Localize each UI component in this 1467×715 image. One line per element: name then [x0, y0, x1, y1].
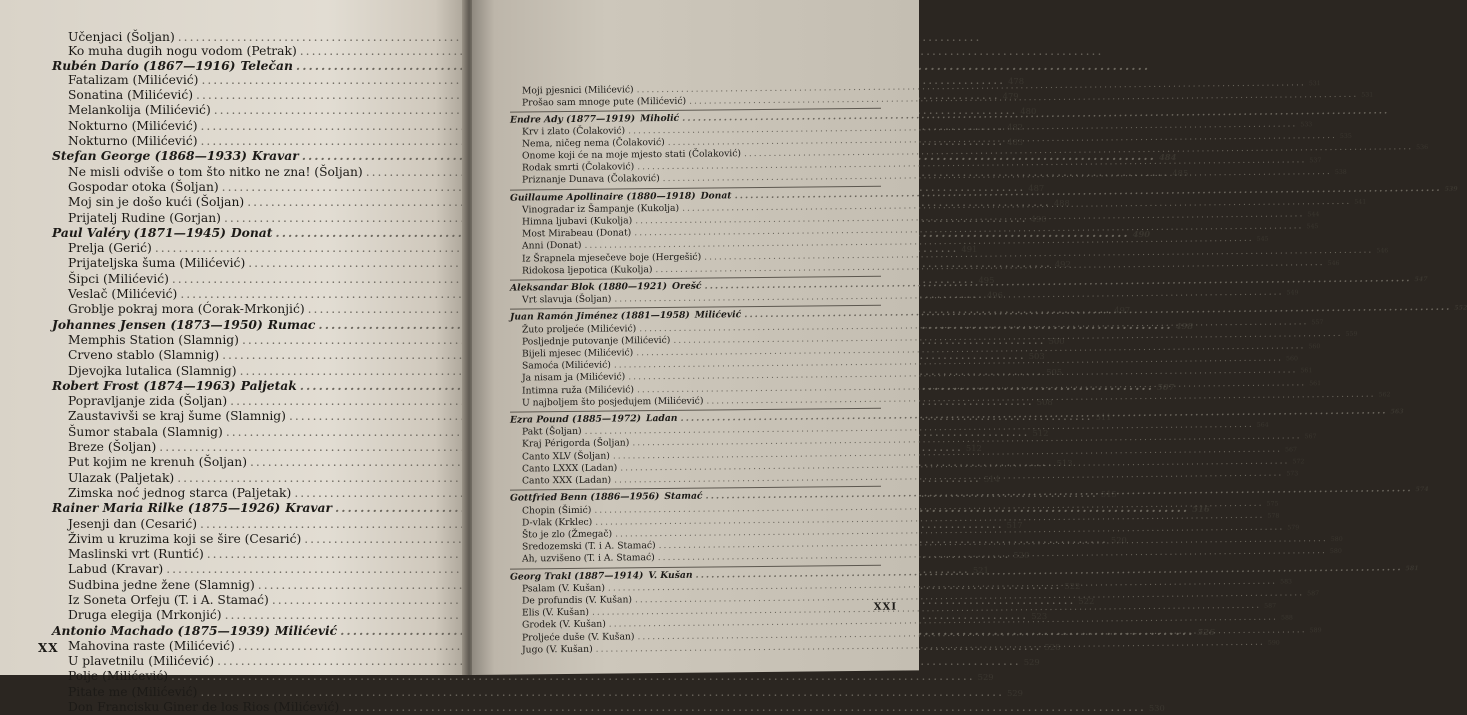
page-number: 557 — [1311, 318, 1324, 326]
page-number: 529 — [977, 672, 994, 683]
dot-leader — [339, 700, 1149, 714]
poem-title: Iz Soneta Orfeju (T. i A. Stamać) — [68, 592, 269, 607]
page-number: 507 — [1156, 381, 1175, 392]
poem-title: Proljeće duše (V. Kušan) — [522, 630, 635, 644]
page-number: 500 — [1048, 335, 1065, 346]
poem-title: Veslač (Milićević) — [68, 287, 178, 302]
section-translator: Rumac — [267, 316, 316, 332]
poem-title: Onome koji će na moje mjesto stati (Čolaković) — [522, 148, 741, 162]
page-number: 478 — [1008, 75, 1025, 86]
poem-title: Moj sin je došo kući (Šoljan) — [68, 195, 245, 210]
poem-title: Jugo (V. Kušan) — [522, 643, 593, 656]
toc-poem-entry — [52, 103, 1037, 118]
poem-title: Ja nisam ja (Milićević) — [522, 371, 626, 384]
page-number: 535 — [1339, 132, 1352, 140]
page-number: 561 — [1309, 379, 1322, 387]
page-number: 530 — [1148, 703, 1165, 714]
page-number: 567 — [1285, 446, 1297, 454]
page-number: 479 — [1002, 91, 1019, 102]
poem-title: Anni (Donat) — [522, 240, 582, 252]
poem-title: Rodak smrti (Čolaković) — [522, 161, 635, 174]
section-translator: V. Kušan — [648, 569, 693, 581]
poem-title: Nema, ničeg nema (Čolaković) — [522, 136, 665, 150]
page-number: 544 — [1307, 211, 1320, 219]
poem-title: Moji pjesnici (Milićević) — [522, 84, 634, 97]
page-number: 575 — [1266, 500, 1279, 508]
poem-title: Canto XXX (Ladan) — [522, 474, 612, 487]
poem-title: De profundis (V. Kušan) — [522, 594, 632, 607]
section-translator: Paljetak — [240, 377, 297, 393]
section-translator: Kravar — [285, 500, 332, 516]
poem-title: Što je zlo (Žmegač) — [522, 528, 613, 541]
poem-title: Prijateljska šuma (Milićević) — [68, 256, 246, 271]
author-heading: Robert Frost (1874—1963) — [52, 377, 236, 393]
page-number: 520 — [1013, 550, 1030, 561]
page-number: 503 — [1028, 351, 1045, 362]
poem-title: Psalam (V. Kušan) — [522, 582, 605, 595]
poem-title: Labud (Kravar) — [68, 562, 164, 577]
page-number: 546 — [1376, 247, 1389, 255]
poem-title: Chopin (Šimić) — [522, 504, 592, 516]
page-number: 529 — [1006, 687, 1023, 698]
page-number: 581 — [1405, 564, 1419, 572]
page-number: 564 — [1256, 421, 1269, 430]
page-number: 537 — [1309, 157, 1322, 165]
poem-title: Učenjaci (Šoljan) — [68, 30, 175, 44]
page-number: 539 — [1444, 185, 1458, 193]
page-number: 541 — [1354, 198, 1367, 206]
page-number: 526 — [1197, 626, 1215, 637]
page-number: 546 — [1327, 259, 1340, 267]
toc-poem-entry — [52, 72, 1025, 88]
author-heading: Guillaume Apollinaire (1880—1918) — [510, 190, 696, 204]
section-translator: Ladan — [646, 412, 678, 425]
author-heading: Paul Valéry (1871—1945) — [52, 224, 226, 240]
poem-title: Ko muha dugih nogu vodom (Petrak) — [68, 44, 297, 59]
poem-title: Breze (Šoljan) — [68, 440, 157, 455]
page-number: 560 — [1286, 355, 1298, 363]
poem-title: Vrt slavuja (Šoljan) — [522, 293, 612, 306]
page-number: 545 — [1256, 236, 1269, 244]
page-number: 562 — [1378, 391, 1391, 399]
poem-title: Krv i zlato (Čolaković) — [522, 125, 626, 138]
page-number: 495 — [978, 274, 995, 285]
page-number: 517 — [1006, 519, 1023, 530]
page-number: 583 — [1280, 578, 1293, 586]
poem-title: Bijeli mjesec (Milićević) — [522, 347, 634, 360]
page-number: 590 — [1267, 639, 1280, 647]
author-heading: Stefan George (1868—1933) — [52, 148, 247, 164]
page-number: 485 — [1172, 167, 1189, 178]
page-number: 490 — [1132, 228, 1151, 239]
author-heading: Aleksandar Blok (1880—1921) — [510, 281, 668, 294]
section-translator: Miholić — [640, 113, 680, 125]
poem-title: Memphis Station (Slamnig) — [68, 332, 239, 347]
left-page-folio: XX — [38, 641, 59, 655]
poem-title: Sudbina jedne žene (Slamnig) — [68, 577, 255, 592]
poem-title: Ulazak (Paljetak) — [68, 470, 175, 485]
section-translator: Milićević — [274, 622, 338, 638]
poem-title: Ah, uzvišeno (T. i A. Stamać) — [522, 552, 655, 565]
poem-title: Kraj Périgorda (Šoljan) — [522, 437, 630, 450]
page-number: 523 — [1031, 611, 1048, 622]
poem-title: Posljednje putovanje (Milićević) — [522, 334, 671, 348]
page-number: 512 — [965, 443, 982, 454]
page-number: 573 — [1286, 470, 1299, 478]
poem-title: Sonatina (Milićević) — [68, 88, 194, 103]
page-number: 484 — [1158, 152, 1177, 163]
page-number: 580 — [1329, 548, 1342, 556]
author-heading: Johannes Jensen (1873—1950) — [52, 316, 263, 332]
poem-title: Don Francisku Giner de los Rios (Milićević) — [68, 700, 340, 715]
poem-title: Grodek (V. Kušan) — [522, 618, 606, 631]
page-number: 497 — [1114, 305, 1131, 316]
page-number: 561 — [1300, 367, 1313, 375]
page-number: 589 — [1309, 626, 1322, 634]
author-heading: Ezra Pound (1885—1972) — [510, 413, 642, 426]
poem-title: Popravljanje zida (Šoljan) — [68, 394, 228, 409]
page-number: 536 — [1416, 144, 1429, 152]
poem-title: Šipci (Milićević) — [68, 271, 169, 286]
poem-title: Vinogradar iz Šampanje (Kukolja) — [522, 202, 680, 216]
toc-poem-entry — [52, 30, 432, 44]
page-number: 482 — [1007, 121, 1024, 132]
page-number: 491 — [961, 244, 978, 255]
poem-title: Fatalizam (Milićević) — [68, 72, 199, 87]
page-number: 578 — [1267, 512, 1280, 520]
page-number: 580 — [1330, 535, 1343, 544]
toc-poem-entry — [52, 669, 994, 684]
poem-title: Mahovina raste (Milićević) — [68, 638, 235, 653]
poem-title: Nokturno (Milićević) — [68, 118, 198, 133]
page-number: 488 — [1053, 198, 1070, 209]
page-number: 533 — [1300, 120, 1313, 128]
page-number: 511 — [1095, 412, 1112, 423]
author-heading: Rubén Darío (1867—1916) — [52, 57, 236, 73]
poem-title: Ridokosa ljepotica (Kukolja) — [522, 263, 653, 277]
section-translator: Donat — [700, 189, 732, 202]
poem-title: Jesenji dan (Cesarić) — [68, 516, 198, 531]
poem-title: Nokturno (Milićević) — [68, 134, 198, 149]
poem-title: Maslinski vrt (Runtić) — [68, 547, 204, 562]
page-number: 480 — [1020, 106, 1037, 117]
poem-title: Zaustavivši se kraj šume (Slamnig) — [68, 409, 286, 424]
toc-poem-entry — [52, 654, 1040, 669]
page-number: 522 — [1078, 595, 1095, 606]
poem-title: Gospodar otoka (Šoljan) — [68, 179, 219, 194]
author-heading: Juan Ramón Jiménez (1881—1958) — [510, 310, 690, 324]
page-number: 483 — [1007, 137, 1024, 148]
page-number: 508 — [1036, 397, 1053, 408]
author-heading: Georg Trakl (1887—1914) — [510, 569, 644, 583]
poem-title: Intimna ruža (Milićević) — [522, 383, 634, 397]
poem-title: Djevojka lutalica (Slamnig) — [68, 363, 237, 378]
section-translator: Donat — [230, 224, 273, 240]
page-number: 492 — [1054, 259, 1071, 270]
poem-title: Elis (V. Kušan) — [522, 606, 589, 619]
section-translator: Stamać — [664, 490, 703, 503]
page-number: 529 — [1023, 657, 1040, 668]
page-number: 520 — [1110, 534, 1127, 545]
poem-title: Prošao sam mnoge pute (Milićević) — [522, 95, 687, 109]
page-number: 531 — [1308, 80, 1321, 88]
page-number: 516 — [1192, 504, 1210, 515]
poem-title: U najboljem što posjedujem (Milićević) — [522, 395, 704, 409]
poem-title: U plavetnilu (Milićević) — [68, 654, 215, 669]
poem-title: Živim u kruzima koji se šire (Cesarić) — [68, 531, 302, 546]
author-heading: Rainer Maria Rilke (1875—1926) — [52, 500, 281, 516]
page-number: 514 — [983, 473, 1000, 484]
page-number: 547 — [1414, 276, 1428, 284]
page-number: 588 — [1280, 614, 1293, 622]
poem-title: Pakt (Šoljan) — [522, 426, 582, 438]
toc-poem-entry — [52, 684, 1023, 700]
page-number: 522 — [1064, 580, 1081, 591]
page-number: 513 — [1056, 458, 1073, 469]
page-number: 552 — [1454, 305, 1467, 313]
right-page-folio: XXI — [873, 601, 897, 613]
page-number: 587 — [1264, 602, 1277, 610]
page-number: 490 — [1030, 213, 1047, 224]
poem-title: Polje (Milićević) — [68, 669, 169, 684]
page-number: 545 — [1306, 223, 1319, 231]
poem-title: Groblje pokraj mora (Ćorak-Mrkonjić) — [68, 302, 305, 317]
toc-author-entry — [52, 59, 432, 73]
poem-title: Iz Šrapnela mjesečeve boje (Hergešić) — [522, 251, 702, 265]
poem-title: Canto XLV (Šoljan) — [522, 450, 610, 463]
page-number: 587 — [1307, 590, 1320, 598]
poem-title: Žuto proljeće (Milićević) — [522, 322, 637, 336]
page-number: 515 — [1100, 488, 1117, 499]
author-heading: Endre Ady (1877—1919) — [510, 113, 636, 127]
poem-title: Pitate me (Milićević) — [68, 684, 198, 699]
page-number: 572 — [1292, 458, 1305, 466]
page-number: 487 — [1028, 182, 1045, 193]
toc-poem-entry — [52, 700, 1165, 715]
poem-title: Priznanje Dunava (Čolaković) — [522, 173, 660, 186]
page-number: 538 — [1334, 169, 1347, 177]
toc-poem-entry — [52, 44, 432, 58]
section-translator: Kravar — [251, 148, 299, 164]
page-number: 567 — [1304, 433, 1317, 441]
poem-title: D-vlak (Krklec) — [522, 516, 593, 529]
poem-title: Melankolija (Milićević) — [68, 103, 211, 118]
page-number: 559 — [1345, 330, 1358, 338]
page-number: 528 — [1044, 641, 1061, 652]
section-translator: Telečan — [240, 57, 293, 73]
section-translator: Orešć — [672, 280, 702, 292]
section-translator: Milićević — [694, 309, 742, 322]
page-number: 512 — [1032, 427, 1049, 438]
poem-title: Most Mirabeau (Donat) — [522, 227, 632, 240]
poem-title: Šumor stabala (Slamnig) — [68, 424, 223, 439]
page-number: 560 — [1308, 343, 1321, 351]
page-number: 498 — [1175, 320, 1194, 331]
page-number: 563 — [1390, 408, 1404, 416]
author-heading: Antonio Machado (1875—1939) — [52, 622, 270, 638]
poem-title: Sredozemski (T. i A. Stamać) — [522, 540, 656, 553]
page-number: 531 — [1361, 91, 1374, 99]
dot-leader — [197, 685, 1007, 699]
poem-title: Samoća (Milićević) — [522, 359, 611, 372]
page-number: 505 — [1046, 366, 1063, 377]
page-number: 496 — [986, 290, 1003, 301]
poem-title: Himna ljubavi (Kukolja) — [522, 215, 633, 228]
page-number: 579 — [1287, 524, 1300, 532]
poem-title: Ne misli odviše o tom što nitko ne zna! (Šoljan) — [68, 164, 363, 179]
poem-title: Prijatelj Rudine (Gorjan) — [68, 210, 221, 225]
page-number: 521 — [972, 565, 989, 576]
poem-title: Zimska noć jednog starca (Paljetak) — [68, 485, 292, 500]
poem-title: Prelja (Gerić) — [68, 241, 152, 256]
poem-title: Canto LXXX (Ladan) — [522, 462, 618, 475]
poem-title: Put kojim ne krenuh (Šoljan) — [68, 455, 248, 470]
poem-title: Crveno stablo (Slamnig) — [68, 348, 220, 363]
author-heading: Gottfried Benn (1886—1956) — [510, 491, 660, 504]
poem-title: Druga elegija (Mrkonjić) — [68, 608, 222, 623]
page-number: 574 — [1415, 486, 1429, 494]
page-number: 549 — [1286, 289, 1299, 297]
